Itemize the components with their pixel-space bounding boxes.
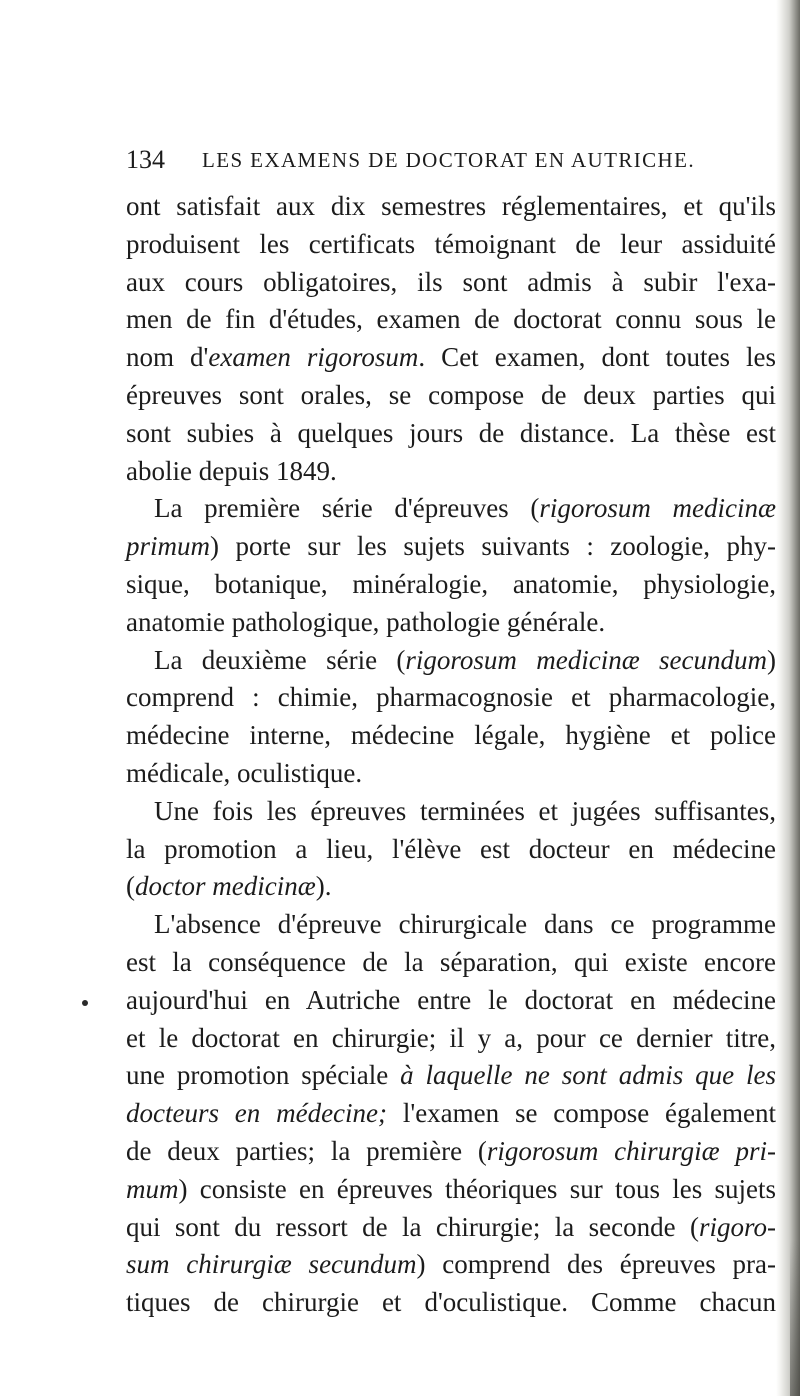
text-line — [126, 1057, 776, 1095]
text-segment: ) consiste en épreuves théoriques sur tous les sujets — [178, 1173, 776, 1204]
body-text — [126, 188, 776, 1322]
text-line — [126, 377, 776, 415]
text-line — [126, 490, 776, 528]
text-segment: ( — [126, 871, 135, 902]
text-line — [126, 1284, 776, 1322]
text-line — [126, 339, 776, 377]
text-line — [126, 1133, 776, 1171]
text-segment: l'examen se compose également — [387, 1098, 776, 1129]
text-segment: médecine interne, médecine légale, hygiène et police — [126, 720, 776, 751]
italic-segment: rigorosum medicinæ secundum — [405, 644, 767, 675]
text-segment: ) comprend des épreuves pra- — [416, 1249, 776, 1280]
text-segment: La première série d'épreuves ( — [154, 493, 540, 524]
text-segment: men de fin d'études, examen de doctorat connu sous le — [126, 304, 776, 335]
text-segment: abolie depuis 1849. — [126, 455, 337, 486]
text-segment: sont subies à quelques jours de distance. La thèse est — [126, 417, 776, 448]
text-line — [126, 906, 776, 944]
text-segment: Une fois les épreuves terminées et jugées suffisantes, — [154, 795, 776, 826]
text-segment: une promotion spéciale — [126, 1060, 401, 1091]
text-segment: médicale, oculistique. — [126, 757, 363, 788]
text-segment: ) — [767, 644, 776, 675]
text-line — [126, 301, 776, 339]
italic-segment: sum chirurgiæ secundum — [126, 1249, 417, 1280]
text-segment: épreuves sont orales, se compose de deux parties qui — [126, 379, 776, 410]
text-segment: comprend : chimie, pharmacognosie et pharmacologie, — [126, 682, 776, 713]
text-line — [126, 415, 776, 453]
text-segment: tiques de chirurgie et d'oculistique. Comme chacun — [126, 1287, 776, 1318]
text-line — [126, 755, 776, 793]
text-segment: sique, botanique, minéralogie, anatomie, physiologie, — [126, 568, 776, 599]
italic-segment: primum — [126, 531, 211, 562]
text-line — [126, 1095, 776, 1133]
text-segment: La deuxième série ( — [154, 644, 406, 675]
text-line — [126, 868, 776, 906]
text-segment: aux cours obligatoires, ils sont admis à subir l'exa- — [126, 266, 776, 297]
margin-mark — [82, 1000, 88, 1006]
text-line — [126, 188, 776, 226]
text-segment: ont satisfait aux dix semestres réglementaires, et qu'ils — [126, 191, 776, 221]
text-line — [126, 453, 776, 491]
text-line — [126, 1209, 776, 1247]
text-line — [126, 1171, 776, 1209]
text-segment: ) porte sur les sujets suivants : zoologie, phy- — [210, 531, 776, 562]
italic-segment: rigorosum medicinæ — [539, 493, 777, 524]
text-line — [126, 793, 776, 831]
text-line — [126, 944, 776, 982]
page-edge-shadow — [776, 0, 800, 1396]
text-segment: la promotion a lieu, l'élève est docteur en médecine — [126, 833, 776, 864]
text-line — [126, 642, 776, 680]
italic-segment: rigoro- — [698, 1211, 776, 1242]
text-line — [126, 528, 776, 566]
text-segment: qui sont du ressort de la chirurgie; la seconde ( — [126, 1211, 699, 1242]
text-segment: ). — [315, 871, 332, 902]
text-line — [126, 226, 776, 264]
text-line — [126, 831, 776, 869]
text-line — [126, 1246, 776, 1284]
page-corner-shadow — [790, 1240, 800, 1396]
text-segment: produisent les certificats témoignant de leur assiduité — [126, 228, 776, 259]
running-title: LES EXAMENS DE DOCTORAT EN AUTRICHE. — [202, 148, 695, 172]
italic-segment: rigorosum chirurgiæ pri- — [486, 1135, 776, 1166]
text-line — [126, 566, 776, 604]
italic-segment: doctor medicinæ — [135, 871, 316, 902]
text-line — [126, 1020, 776, 1058]
italic-segment: examen rigorosum — [208, 342, 419, 373]
text-segment: de deux parties; la première ( — [126, 1135, 487, 1166]
text-segment: anatomie pathologique, pathologie générale. — [126, 606, 606, 637]
page-number: 134 — [126, 145, 165, 174]
text-segment: aujourd'hui en Autriche entre le doctorat en médecine — [126, 984, 776, 1015]
text-segment: est la conséquence de la séparation, qui existe encore — [126, 946, 776, 977]
text-line — [126, 982, 776, 1020]
text-segment: et le doctorat en chirurgie; il y a, pour ce dernier titre, — [126, 1022, 776, 1053]
text-line — [126, 264, 776, 302]
text-segment: L'absence d'épreuve chirurgicale dans ce programme — [154, 909, 776, 940]
text-line — [126, 604, 776, 642]
page-header — [126, 144, 768, 176]
text-segment: . Cet examen, dont toutes les — [418, 342, 776, 373]
text-segment: nom d' — [126, 342, 209, 373]
italic-segment: à laquelle ne sont admis que les — [400, 1060, 776, 1091]
text-line — [126, 717, 776, 755]
italic-segment: docteurs en médecine; — [126, 1098, 388, 1129]
text-line — [126, 679, 776, 717]
italic-segment: mum — [126, 1173, 179, 1204]
